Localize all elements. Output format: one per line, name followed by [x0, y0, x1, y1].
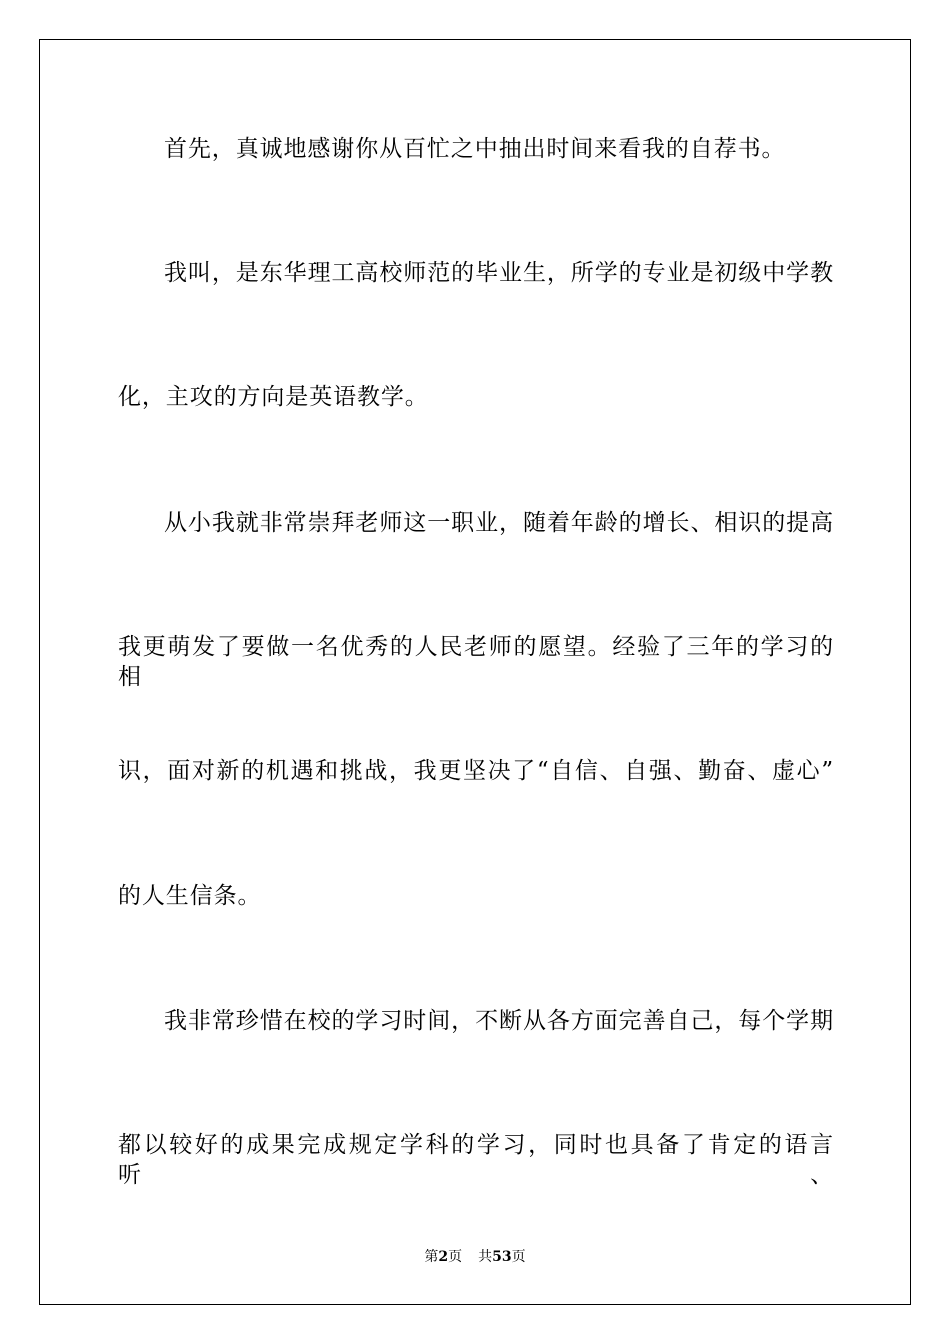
page-number: 2: [438, 1249, 449, 1265]
paragraph-line-1: 首先，真诚地感谢你从百忙之中抽出时间来看我的自荐书。: [164, 136, 786, 162]
paragraph-line-2: 我叫，是东华理工高校师范的毕业生，所学的专业是初级中学教: [164, 260, 834, 286]
paragraph-line-3: 化，主攻的方向是英语教学。: [118, 384, 429, 410]
total-prefix: 共: [478, 1249, 493, 1265]
paragraph-line-9: 都以较好的成果完成规定学科的学习，同时也具备了肯定的语言听、: [118, 1132, 834, 1188]
paragraph-line-4: 从小我就非常崇拜老师这一职业，随着年龄的增长、相识的提高: [164, 510, 834, 536]
paragraph-line-6: 识，面对新的机遇和挑战，我更坚决了“自信、自强、勤奋、虚心”: [118, 758, 834, 784]
total-pages: 53: [492, 1249, 512, 1265]
total-suffix: 页: [511, 1249, 526, 1265]
paragraph-line-7: 的人生信条。: [118, 883, 262, 909]
page-prefix: 第: [424, 1249, 439, 1265]
paragraph-line-5: 我更萌发了要做一名优秀的人民老师的愿望。经验了三年的学习的相: [118, 634, 834, 690]
paragraph-line-8: 我非常珍惜在校的学习时间，不断从各方面完善自己，每个学期: [164, 1008, 834, 1034]
page-footer: [0, 1248, 950, 1266]
page-suffix: 页: [448, 1249, 463, 1265]
